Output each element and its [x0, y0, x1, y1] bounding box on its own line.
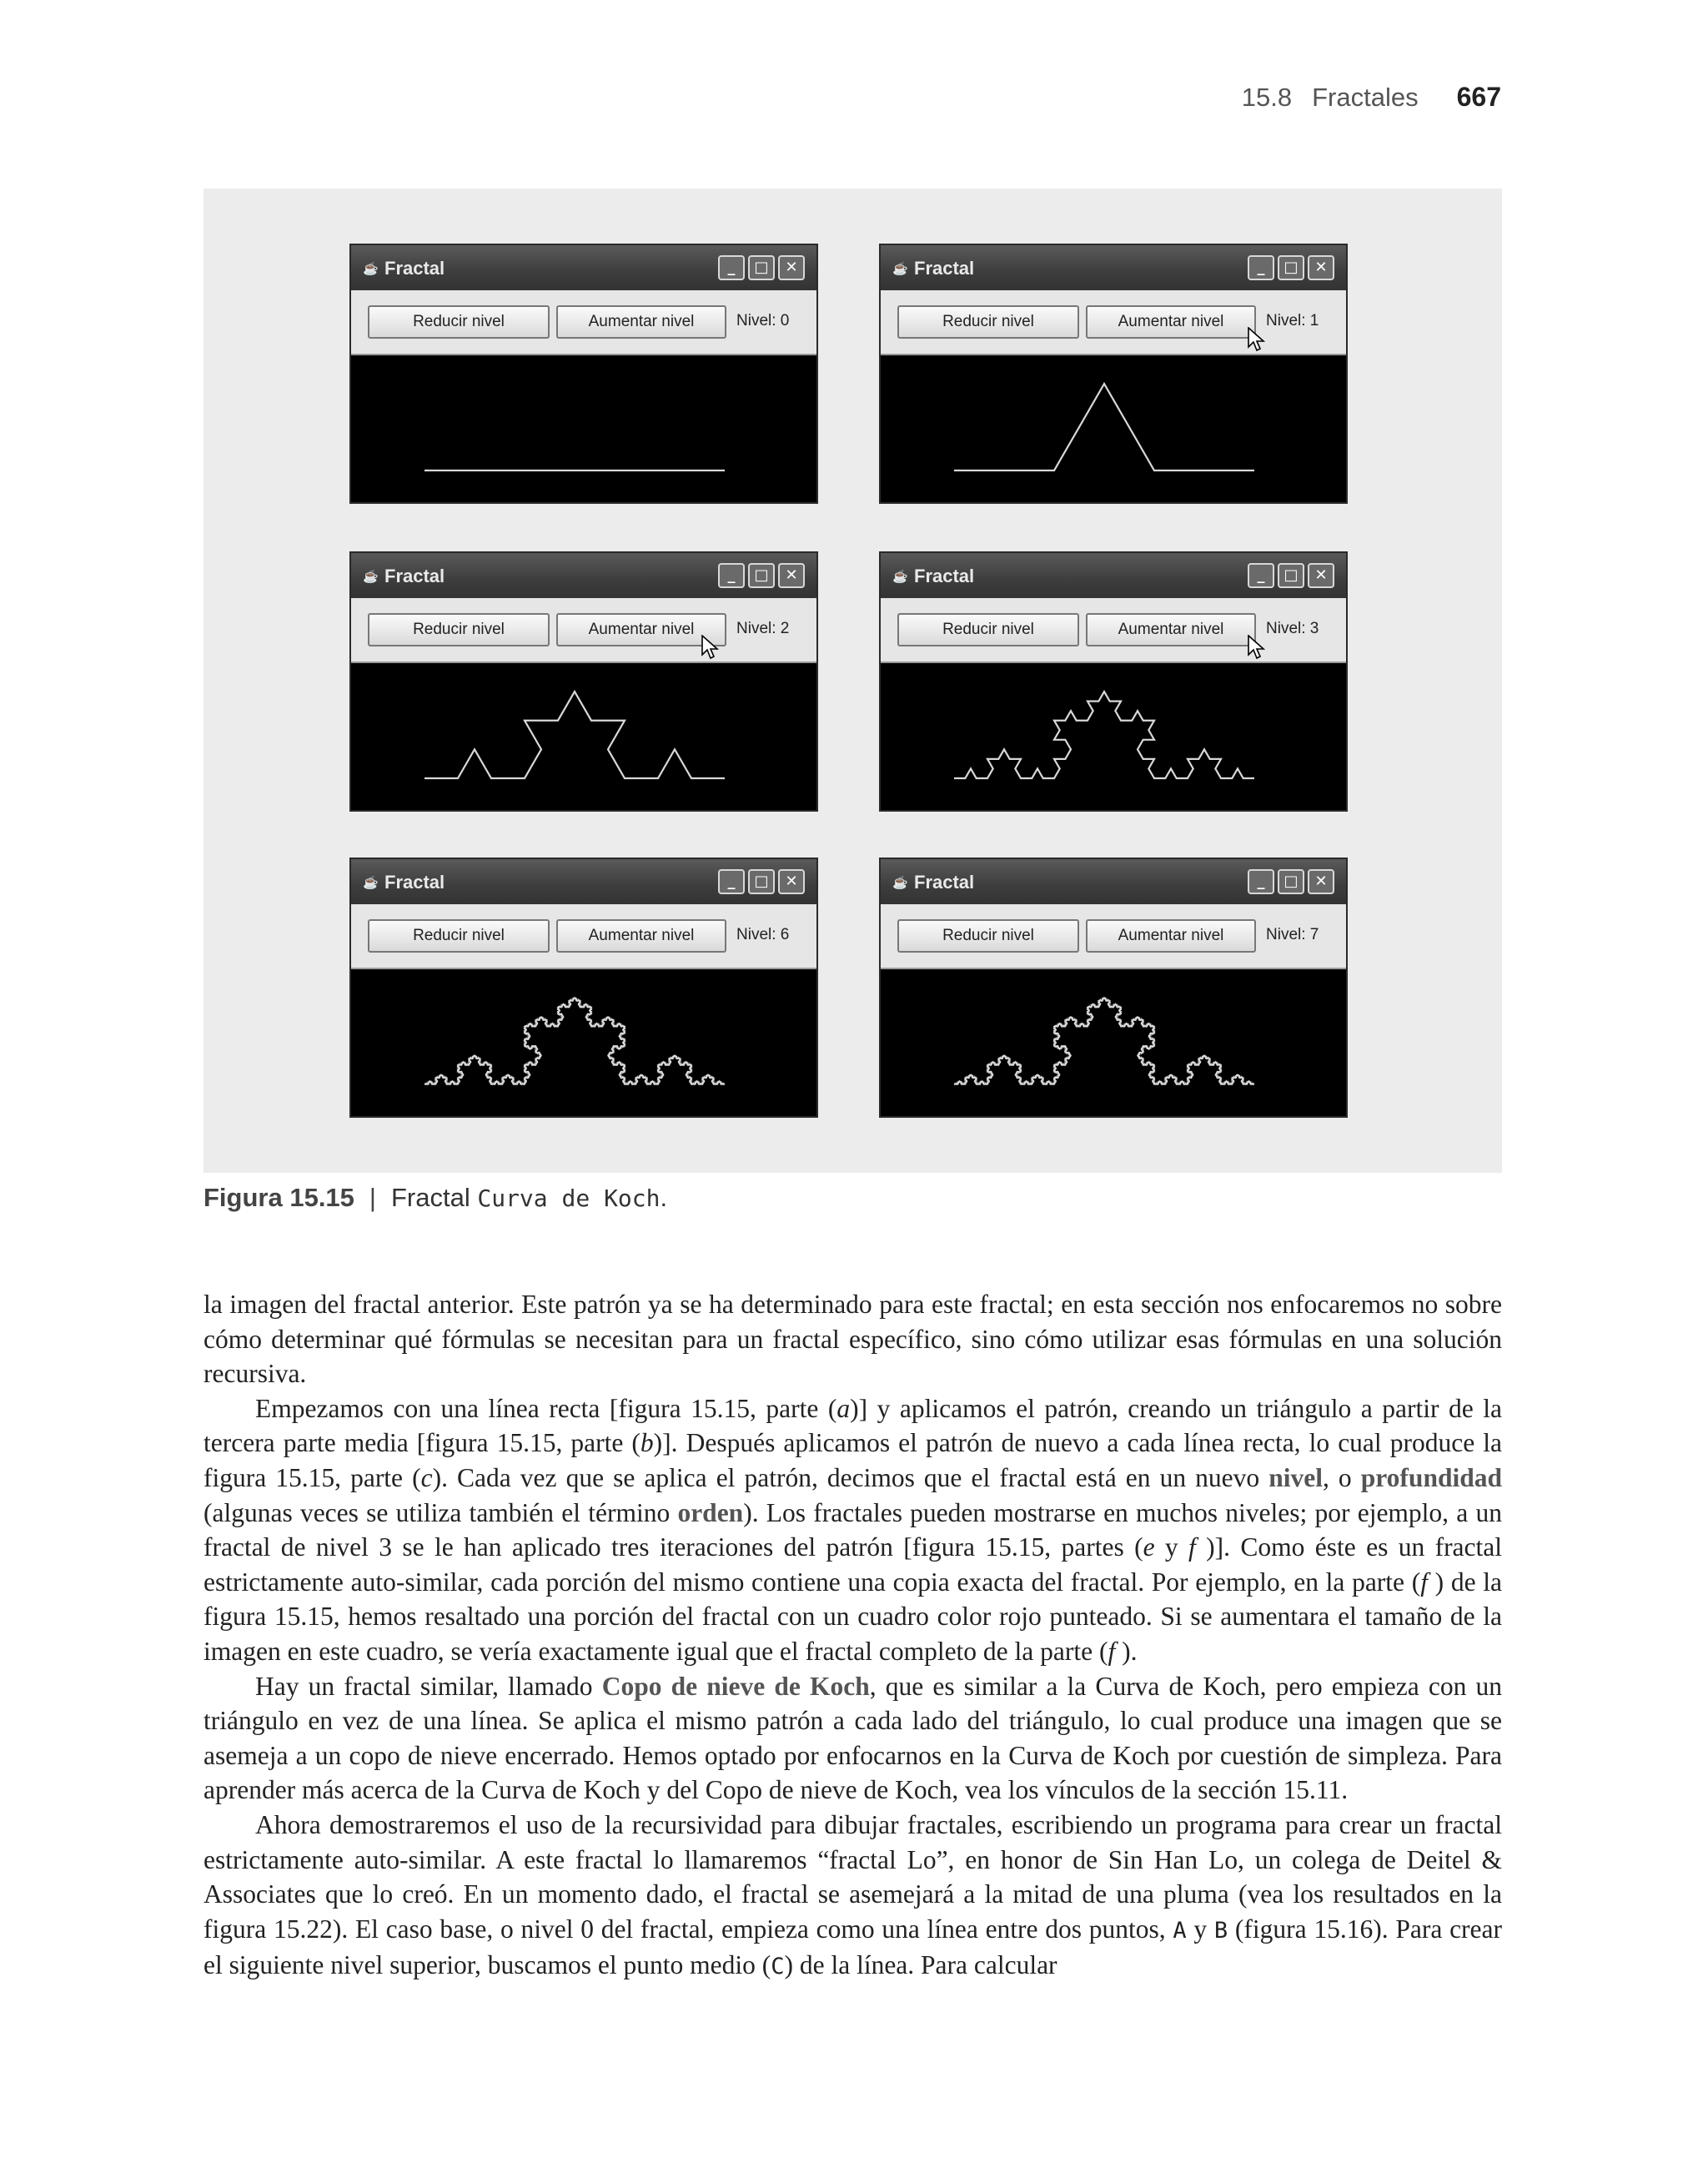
window-title: Fractal: [384, 258, 445, 279]
fractal-window: [879, 858, 1348, 1118]
figure-number: Figura 15.15: [203, 1183, 354, 1212]
mouse-pointer-icon: [1248, 327, 1266, 352]
term-orden: orden: [677, 1497, 744, 1527]
toolbar: [351, 598, 816, 663]
increase-level-button[interactable]: Aumentar nivel: [556, 305, 726, 339]
paragraph: la imagen del fractal anterior. Este patrón ya se ha determinado para este fractal; en esta sección nos enfocaremos no sobre cómo determinar qué fórmulas se necesitan para un fractal específico, sino cómo utilizar esas fórmulas en una solución recursiva.: [203, 1290, 1502, 1389]
reduce-level-button[interactable]: Reducir nivel: [897, 305, 1079, 339]
app-icon: ☕: [892, 262, 908, 276]
toolbar: [881, 904, 1346, 969]
title-bar[interactable]: [881, 553, 1346, 598]
fractal-window: [879, 244, 1348, 504]
point-b: B: [1213, 1917, 1228, 1944]
koch-curve: [954, 384, 1254, 470]
fractal-canvas: [351, 661, 816, 810]
koch-curve: [424, 692, 725, 778]
increase-level-button[interactable]: Aumentar nivel: [1086, 613, 1256, 646]
maximize-icon[interactable]: □: [1278, 869, 1304, 894]
close-icon[interactable]: ✕: [1308, 869, 1334, 894]
toolbar: [351, 904, 816, 969]
point-c: C: [771, 1954, 785, 1980]
toolbar: [881, 598, 1346, 663]
increase-level-button[interactable]: Aumentar nivel: [1086, 919, 1256, 953]
minimize-icon[interactable]: _: [1248, 255, 1274, 280]
minimize-icon[interactable]: _: [718, 563, 745, 588]
level-label: Nivel: 7: [1266, 926, 1319, 943]
maximize-icon[interactable]: □: [1278, 563, 1304, 588]
fractal-canvas: [351, 354, 816, 502]
increase-level-button[interactable]: Aumentar nivel: [556, 613, 726, 646]
paragraph: Empezamos con una línea recta [figura 15.15, parte (a)] y aplicamos el patrón, creando un triángulo a partir de la tercera parte media [figura 15.15, parte (b)]. Después aplicamos el patrón de nuevo a cada línea recta, lo cual produce la figura 15.15, parte (c). Cada vez que se aplica el patrón, decimos que el fractal está en un nuevo nivel, o profundidad (algunas veces se utiliza también el término orden). Los fractales pueden mostrarse en muchos niveles; por ejemplo, a un fractal de nivel 3 se le han aplicado tres iteraciones del patrón [figura 15.15, partes (e y f )]. Como éste es un fractal estrictamente auto-similar, cada porción del mismo contiene una copia exacta del fractal. Por ejemplo, en la parte (f ) de la figura 15.15, hemos resaltado una porción del fractal con un cuadro color rojo punteado. Si se aumentara el tamaño de la imagen en este cuadro, se vería exactamente igual que el fractal completo de la parte (f ).: [203, 1393, 1503, 1666]
reduce-level-button[interactable]: Reducir nivel: [897, 919, 1079, 953]
title-bar[interactable]: [351, 553, 816, 598]
window-title: Fractal: [914, 258, 975, 279]
reduce-level-button[interactable]: Reducir nivel: [368, 305, 550, 339]
paragraph: Ahora demostraremos el uso de la recursividad para dibujar fractales, escribiendo un programa para crear un fractal estrictamente auto-similar. A este fractal lo llamaremos “fractal Lo”, en honor de Sin Han Lo, un colega de Deitel & Associates que lo creó. En un momento dado, el fractal se asemejará a la mitad de una pluma (vea los resultados en la figura 15.22). El caso base, o nivel 0 del fractal, empieza como una línea entre dos puntos, A y B (figura 15.16). Para crear el siguiente nivel superior, buscamos el punto medio (C) de la línea. Para calcular: [203, 1809, 1503, 1980]
close-icon[interactable]: ✕: [778, 563, 805, 588]
reduce-level-button[interactable]: Reducir nivel: [897, 613, 1079, 646]
term-nivel: nivel: [1268, 1462, 1323, 1492]
title-bar[interactable]: [881, 245, 1346, 290]
app-icon: ☕: [892, 570, 908, 584]
fractal-canvas: [881, 661, 1346, 810]
term-copo-de-nieve: Copo de nieve de Koch: [601, 1671, 870, 1701]
title-bar[interactable]: [881, 859, 1346, 904]
maximize-icon[interactable]: □: [1278, 255, 1304, 280]
mouse-pointer-icon: [1248, 635, 1266, 660]
minimize-icon[interactable]: _: [718, 255, 745, 280]
close-icon[interactable]: ✕: [1308, 563, 1334, 588]
minimize-icon[interactable]: _: [1248, 563, 1274, 588]
point-a: A: [1173, 1917, 1187, 1944]
figure-panel: [203, 189, 1502, 1173]
koch-curve: [954, 692, 1254, 778]
reduce-level-button[interactable]: Reducir nivel: [368, 919, 550, 953]
caption-text: Fractal: [390, 1183, 470, 1212]
fractal-canvas: [881, 354, 1346, 502]
koch-curve: [954, 998, 1254, 1084]
close-icon[interactable]: ✕: [1308, 255, 1334, 280]
fractal-canvas: [881, 968, 1346, 1116]
body-text: [203, 1287, 1502, 1984]
level-label: Nivel: 0: [736, 312, 790, 329]
page-number: 667: [1456, 82, 1501, 112]
title-bar[interactable]: [351, 245, 816, 290]
app-icon: ☕: [363, 262, 379, 276]
window-title: Fractal: [384, 872, 445, 893]
fractal-window: [349, 551, 818, 812]
caption-separator: |: [369, 1183, 376, 1212]
figure-caption: [203, 1183, 667, 1213]
caption-end: .: [660, 1183, 668, 1212]
paragraph: Hay un fractal similar, llamado Copo de nieve de Koch, que es similar a la Curva de Koch, pero empieza con un triángulo en vez de una línea. Se aplica el mismo patrón a cada lado del triángulo, lo cual produce una imagen que se asemeja a un copo de nieve encerrado. Hemos optado por enfocarnos en la Curva de Koch por cuestión de simpleza. Para aprender más acerca de la Curva de Koch y del Copo de nieve de Koch, vea los vínculos de la sección 15.11.: [203, 1671, 1502, 1805]
title-bar[interactable]: [351, 859, 816, 904]
fractal-window: [349, 858, 818, 1118]
app-icon: ☕: [363, 876, 379, 890]
increase-level-button[interactable]: Aumentar nivel: [556, 919, 726, 953]
level-label: Nivel: 2: [736, 620, 790, 637]
window-title: Fractal: [914, 872, 975, 893]
fractal-window: [879, 551, 1348, 812]
increase-level-button[interactable]: Aumentar nivel: [1086, 305, 1256, 339]
close-icon[interactable]: ✕: [778, 255, 805, 280]
maximize-icon[interactable]: □: [748, 255, 775, 280]
koch-curve: [424, 998, 725, 1084]
fractal-window: [349, 244, 818, 504]
section-title: Fractales: [1312, 83, 1419, 112]
minimize-icon[interactable]: _: [718, 869, 745, 894]
level-label: Nivel: 6: [736, 926, 790, 943]
fractal-canvas: [351, 968, 816, 1116]
maximize-icon[interactable]: □: [748, 563, 775, 588]
window-title: Fractal: [384, 566, 445, 586]
maximize-icon[interactable]: □: [748, 869, 775, 894]
toolbar: [351, 290, 816, 355]
level-label: Nivel: 1: [1266, 312, 1319, 329]
reduce-level-button[interactable]: Reducir nivel: [368, 613, 550, 646]
caption-code: Curva de Koch: [477, 1185, 661, 1212]
toolbar: [881, 290, 1346, 355]
window-title: Fractal: [914, 566, 975, 586]
minimize-icon[interactable]: _: [1248, 869, 1274, 894]
term-profundidad: profundidad: [1360, 1462, 1503, 1492]
mouse-pointer-icon: [701, 635, 720, 660]
close-icon[interactable]: ✕: [778, 869, 805, 894]
level-label: Nivel: 3: [1266, 620, 1319, 637]
section-number: 15.8: [1241, 83, 1293, 112]
app-icon: ☕: [363, 570, 379, 584]
running-head: [1242, 82, 1501, 123]
app-icon: ☕: [892, 876, 908, 890]
